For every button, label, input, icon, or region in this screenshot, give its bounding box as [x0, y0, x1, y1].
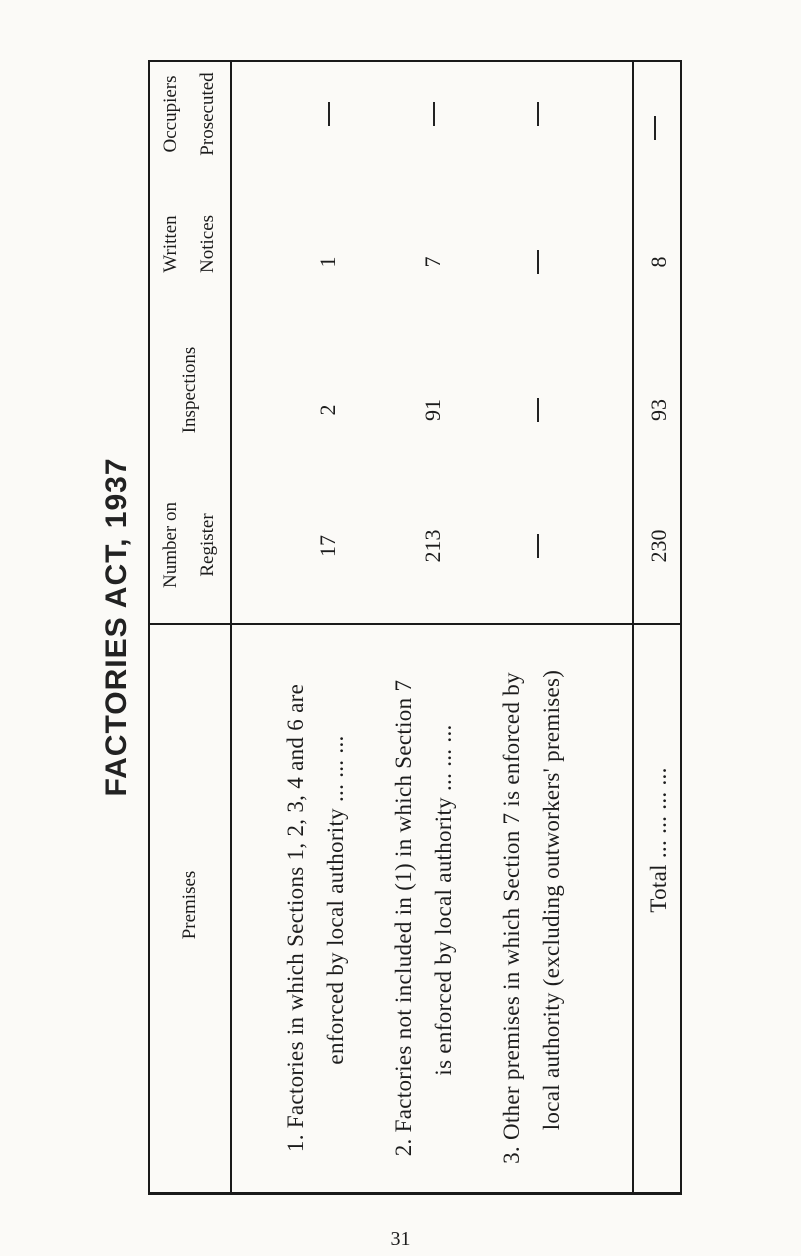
row3-written-notices — [537, 250, 539, 274]
total-number-on-register: 230 — [646, 529, 671, 563]
row1-number-on-register: 17 — [315, 535, 340, 557]
row2-inspections: 91 — [420, 399, 445, 421]
row2-written-notices: 7 — [420, 256, 445, 268]
header-premises: Premises — [179, 870, 200, 940]
table-top-rule — [148, 60, 682, 62]
row3-label-line2: local authority (excluding outworkers' premises) — [539, 669, 564, 1131]
table-bottom-rule — [148, 1192, 682, 1195]
header-number-on-register-line1: Number on — [160, 501, 181, 589]
header-body-divider — [230, 62, 232, 1192]
total-inspections: 93 — [646, 399, 671, 421]
row1-inspections: 2 — [315, 404, 340, 416]
page-heading: FACTORIES ACT, 1937 — [100, 457, 133, 797]
row1-written-notices: 1 — [315, 256, 340, 268]
row2-label-line2: is enforced by local authority ... ... ... — [431, 724, 456, 1076]
row3-occupiers-prosecuted — [537, 102, 539, 126]
row2-occupiers-prosecuted — [433, 102, 435, 126]
header-inspections: Inspections — [179, 346, 200, 434]
total-written-notices: 8 — [646, 256, 671, 268]
row2-label-line1: 2. Factories not included in (1) in which Section 7 — [391, 679, 416, 1157]
total-label: Total ... ... ... ... — [646, 767, 671, 913]
row3-label-line1: 3. Other premises in which Section 7 is enforced by — [499, 672, 524, 1164]
header-written-notices-line2: Notices — [197, 214, 218, 274]
total-row-divider — [632, 62, 634, 1192]
row1-label-line2: enforced by local authority ... ... ... — [323, 735, 348, 1065]
table-left-rule — [148, 60, 150, 1194]
table-right-rule — [680, 60, 682, 1194]
total-occupiers-prosecuted — [654, 116, 656, 140]
header-occupiers-prosecuted-line1: Occupiers — [160, 75, 181, 153]
row3-inspections — [537, 398, 539, 422]
row1-occupiers-prosecuted — [328, 102, 330, 126]
header-occupiers-prosecuted-line2: Prosecuted — [197, 72, 218, 156]
row1-label-line1: 1. Factories in which Sections 1, 2, 3, 4 and 6 are — [283, 683, 308, 1153]
header-number-on-register-line2: Register — [197, 513, 218, 577]
row2-number-on-register: 213 — [420, 529, 445, 563]
page-number: 31 — [390, 1228, 411, 1250]
header-written-notices-line1: Written — [160, 215, 181, 273]
row3-number-on-register — [537, 534, 539, 558]
